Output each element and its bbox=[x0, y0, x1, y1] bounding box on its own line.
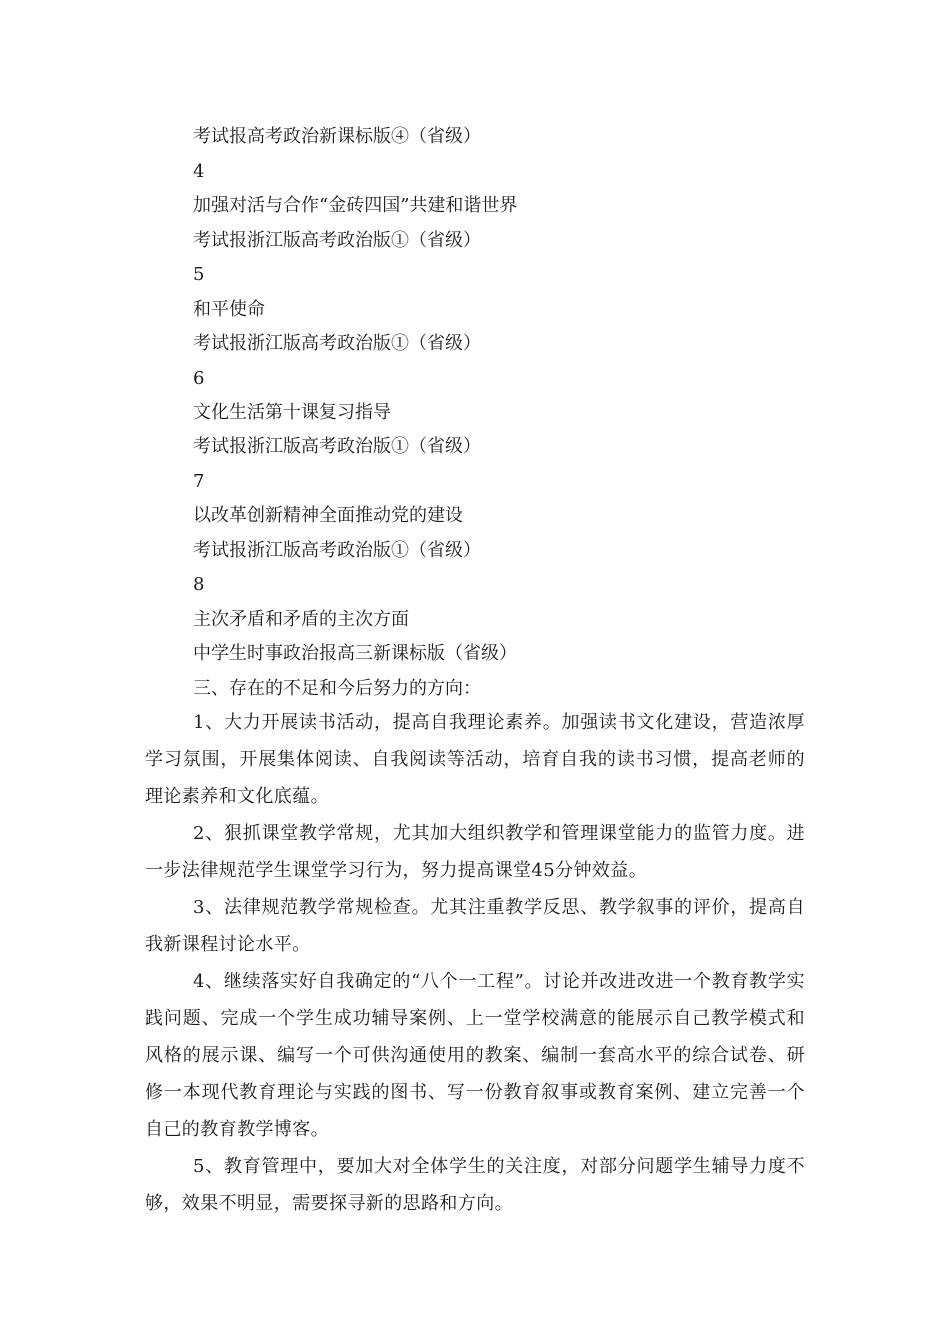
paragraph: 3、法律规范教学常规检查。尤其注重教学反思、教学叙事的评价，提高自我新课程讨论水平。 bbox=[145, 897, 805, 955]
paragraph: 2、狠抓课堂教学常规，尤其加大组织教学和管理课堂能力的监管力度。进一步法律规范学生课堂学习行为，努力提高课堂45分钟效益。 bbox=[145, 823, 805, 881]
article-title: 以改革创新精神全面推动党的建设 bbox=[193, 505, 463, 526]
article-source: 考试报浙江版高考政治版①（省级） bbox=[193, 333, 481, 354]
article-title: 和平使命 bbox=[193, 299, 265, 320]
article-title: 主次矛盾和矛盾的主次方面 bbox=[193, 609, 409, 630]
article-index: 7 bbox=[193, 471, 205, 492]
article-index: 6 bbox=[193, 368, 205, 389]
paragraph: 4、继续落实好自我确定的“八个一工程”。讨论并改进改进一个教育教学实践问题、完成一个学生成功辅导案例、上一堂学校满意的能展示自己教学模式和风格的展示课、编写一个可供沟通使用的教案、编制一套高水平的综合试卷、研修一本现代教育理论与实践的图书、写一份教育叙事或教育案例、建立完善一个自己的教育教学博客。 bbox=[145, 971, 805, 1140]
article-source: 考试报浙江版高考政治版①（省级） bbox=[193, 436, 481, 457]
article-title: 加强对活与合作“金砖四国”共建和谐世界 bbox=[193, 195, 518, 216]
paragraph: 1、大力开展读书活动，提高自我理论素养。加强读书文化建设，营造浓厚学习氛围，开展集体阅读、自我阅读等活动，培育自我的读书习惯，提高老师的理论素养和文化底蕴。 bbox=[145, 712, 805, 807]
article-source: 考试报高考政治新课标版④（省级） bbox=[193, 126, 481, 147]
article-source: 中学生时事政治报高三新课标版（省级） bbox=[193, 643, 517, 664]
article-source: 考试报浙江版高考政治版①（省级） bbox=[193, 230, 481, 251]
article-title: 文化生活第十课复习指导 bbox=[193, 402, 391, 423]
article-index: 8 bbox=[193, 574, 205, 595]
article-index: 4 bbox=[193, 161, 205, 182]
article-source: 考试报浙江版高考政治版①（省级） bbox=[193, 540, 481, 561]
paragraph: 5、教育管理中，要加大对全体学生的关注度，对部分问题学生辅导力度不够，效果不明显，需要探寻新的思路和方向。 bbox=[145, 1156, 805, 1214]
section-heading: 三、存在的不足和今后努力的方向： bbox=[193, 678, 481, 699]
article-index: 5 bbox=[193, 264, 205, 285]
